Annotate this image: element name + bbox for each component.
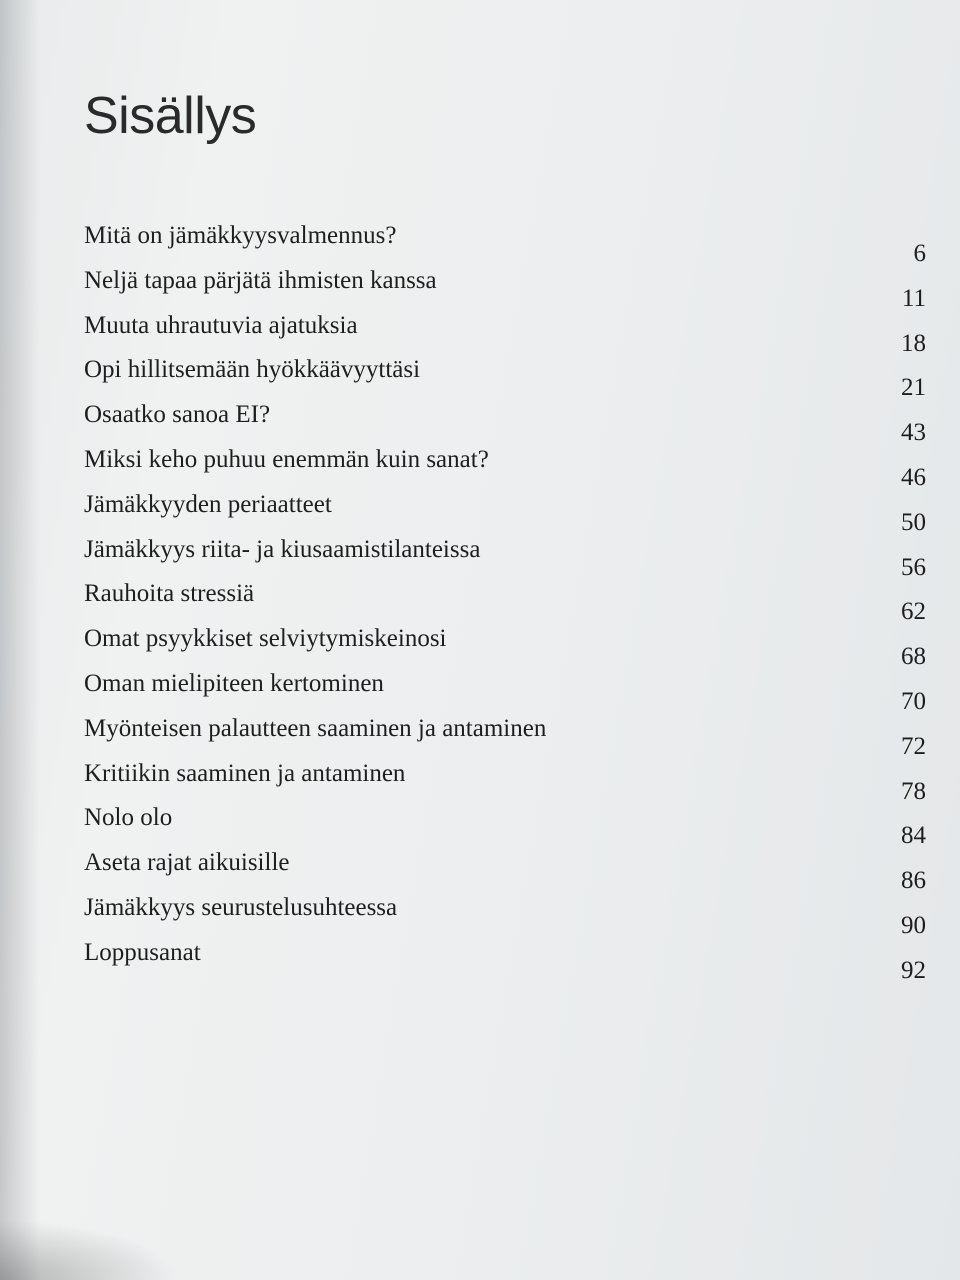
toc-entry-page: 56 xyxy=(901,553,926,581)
page-edge-shadow xyxy=(0,0,40,1280)
toc-entry-title: Opi hillitsemään hyökkäävyyttäsi xyxy=(84,356,421,384)
toc-entry xyxy=(84,843,932,895)
toc-entry xyxy=(84,440,932,491)
toc-entry xyxy=(84,261,932,312)
toc-entry-page: 90 xyxy=(901,911,926,939)
toc-entry-title: Jämäkkyyden periaatteet xyxy=(84,490,332,518)
toc-entry xyxy=(84,530,932,581)
toc-entry-page: 86 xyxy=(901,867,926,895)
toc-entry xyxy=(84,754,932,805)
toc-entry xyxy=(84,798,932,850)
table-of-contents xyxy=(84,216,932,984)
toc-entry-page: 70 xyxy=(901,687,926,715)
decorative-scribble-icon xyxy=(600,0,850,20)
toc-entry xyxy=(84,395,932,447)
toc-entry xyxy=(84,306,932,357)
toc-entry-title: Muuta uhrautuvia ajatuksia xyxy=(84,311,358,339)
finger-shadow xyxy=(0,1220,180,1280)
toc-entry-title: Kritiikin saaminen ja antaminen xyxy=(84,759,406,787)
toc-entry xyxy=(84,574,932,626)
toc-entry-title: Omat psyykkiset selviytymiskeinosi xyxy=(84,625,447,653)
toc-entry-title: Mitä on jämäkkyysvalmennus? xyxy=(84,222,397,249)
toc-entry xyxy=(84,888,932,939)
toc-entry-page: 11 xyxy=(901,284,926,312)
toc-entry-page: 72 xyxy=(901,732,926,760)
toc-entry-title: Myönteisen palautteen saaminen ja antaminen xyxy=(84,714,547,742)
page-title: Sisällys xyxy=(84,87,257,145)
toc-entry-page: 43 xyxy=(901,419,926,447)
toc-entry-page: 78 xyxy=(901,777,926,805)
toc-entry-page: 92 xyxy=(901,956,926,984)
toc-entry-page: 62 xyxy=(901,598,926,626)
toc-entry xyxy=(84,664,932,715)
toc-entry-title: Loppusanat xyxy=(84,938,201,966)
toc-entry xyxy=(84,619,932,671)
toc-entry-title: Jämäkkyys seurustelusuhteessa xyxy=(84,893,398,921)
toc-entry-title: Nolo olo xyxy=(84,804,173,832)
toc-entry-page: 21 xyxy=(901,374,926,402)
toc-entry-title: Neljä tapaa pärjätä ihmisten kanssa xyxy=(84,266,437,294)
toc-entry-title: Rauhoita stressiä xyxy=(84,580,255,608)
toc-entry-title: Miksi keho puhuu enemmän kuin sanat? xyxy=(84,445,489,473)
toc-entry-title: Aseta rajat aikuisille xyxy=(84,849,290,877)
toc-entry-title: Osaatko sanoa EI? xyxy=(84,401,271,429)
toc-entry xyxy=(84,933,932,984)
toc-entry-page: 68 xyxy=(901,643,926,671)
toc-entry-title: Jämäkkyys riita- ja kiusaamistilanteissa xyxy=(84,535,481,563)
toc-entry-page: 50 xyxy=(901,508,926,536)
toc-entry-page: 6 xyxy=(913,240,926,267)
toc-entry-title: Oman mielipiteen kertominen xyxy=(84,669,384,697)
toc-entry xyxy=(84,350,932,402)
toc-entry xyxy=(84,709,932,760)
toc-entry-page: 46 xyxy=(901,463,926,491)
toc-entry xyxy=(84,216,932,267)
toc-entry xyxy=(84,485,932,536)
toc-entry-page: 84 xyxy=(901,822,926,850)
toc-entry-page: 18 xyxy=(901,329,926,357)
